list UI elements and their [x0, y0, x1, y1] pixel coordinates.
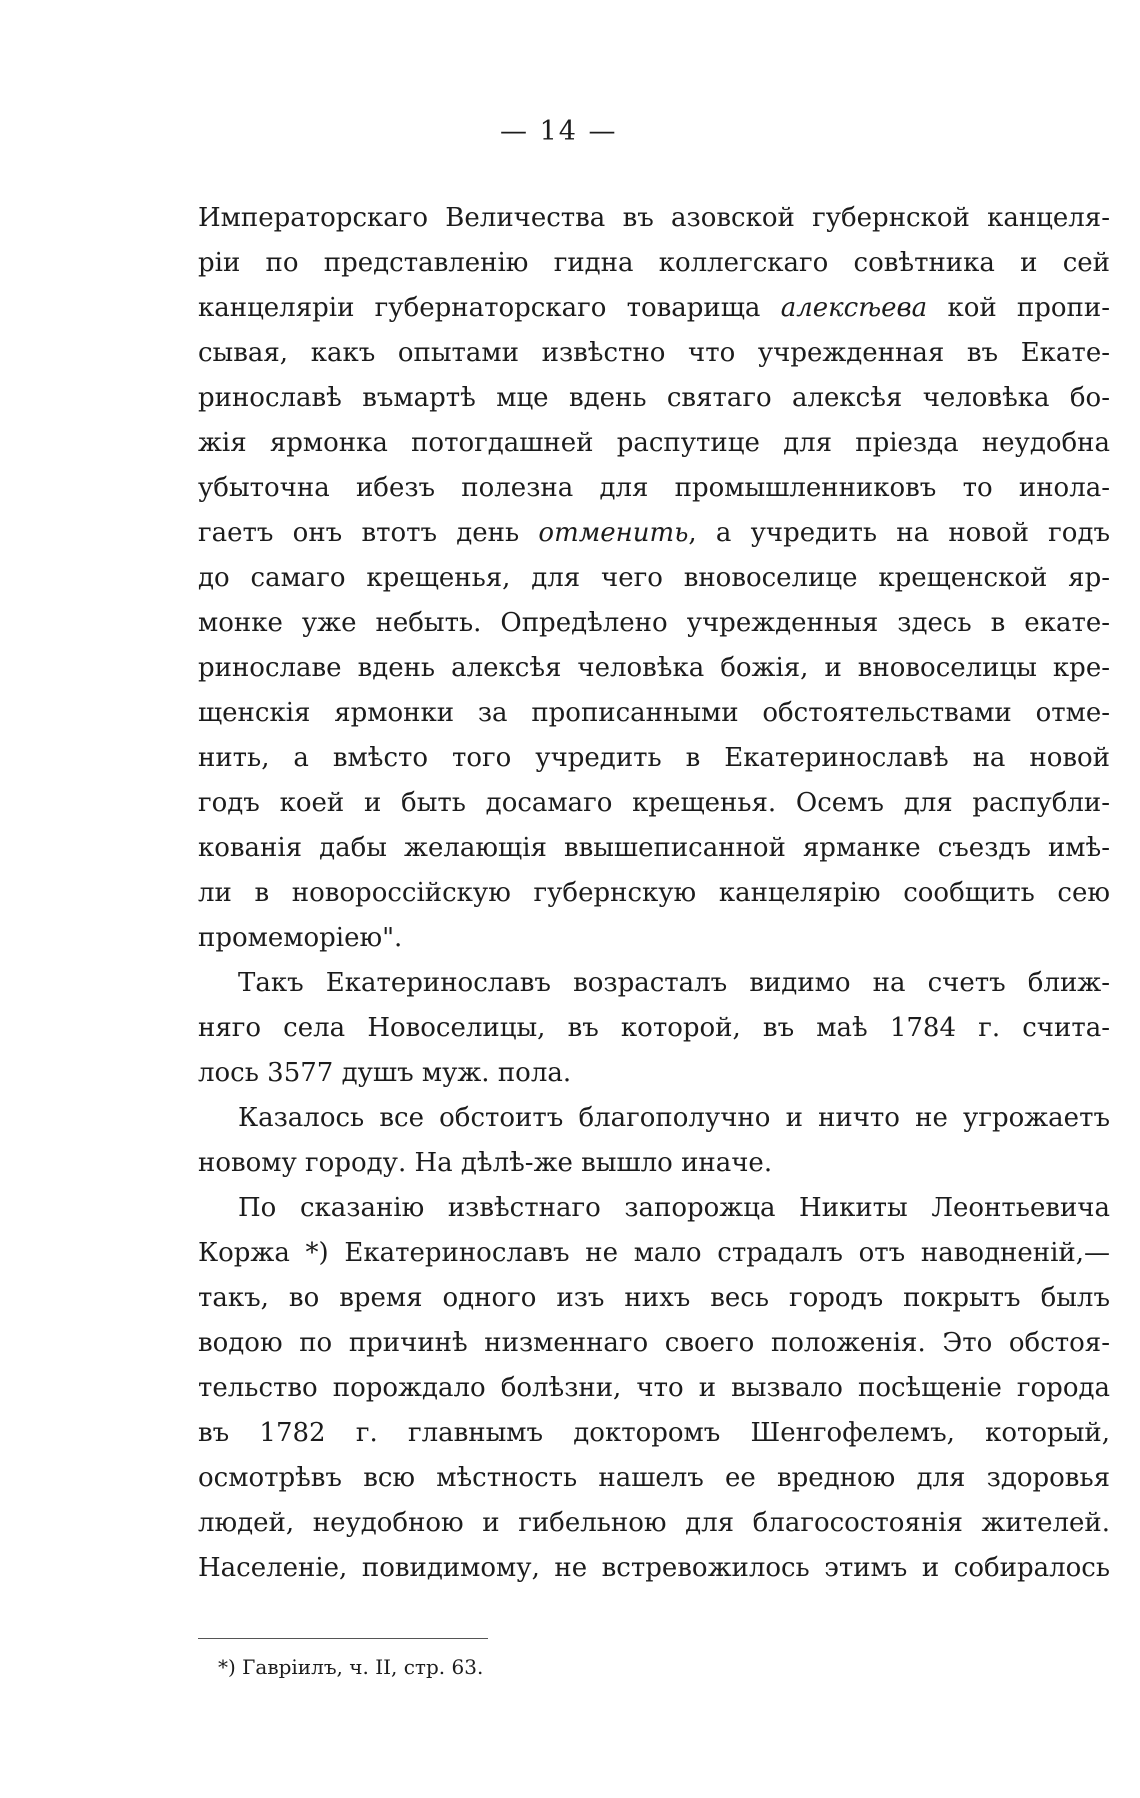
text-line: людей, неудобною и гибельною для благосостоянія жителей.: [198, 1508, 1110, 1538]
text-segment: кой пропи-: [927, 293, 1110, 323]
text-line: ли в новороссійскую губернскую канцелярію сообщить сею: [198, 878, 1110, 908]
text-line: ринославе вдень алексѣя человѣка божія, и вновоселицы кре-: [198, 653, 1110, 683]
text-line: щенскія ярмонки за прописанными обстоятельствами отме-: [198, 698, 1110, 728]
text-line: нить, а вмѣсто того учредить в Екатеринославѣ на новой: [198, 743, 1110, 773]
text-line: кованія дабы желающія ввышеписанной ярманке съездъ имѣ-: [198, 833, 1110, 863]
text-line: водою по причинѣ низменнаго своего положенія. Это обстоя-: [198, 1328, 1110, 1358]
text-line: [198, 511, 1110, 556]
text-line: ріи по представленію гидна коллегскаго совѣтника и сей: [198, 248, 1110, 278]
footnote-divider: [198, 1638, 488, 1639]
main-text: [198, 196, 1110, 1591]
text-line: Населеніе, повидимому, не встревожилось этимъ и собиралось: [198, 1553, 1110, 1583]
paragraph-start-line: Такъ Екатеринославъ возрасталъ видимо на счетъ ближ-: [238, 968, 1110, 998]
text-segment: канцеляріи губернаторскаго товарища: [198, 293, 781, 323]
page-number: — 14 —: [500, 116, 618, 147]
italic-word: отменить: [538, 518, 689, 548]
paragraph-start-line: По сказанію извѣстнаго запорожца Никиты Леонтьевича: [238, 1193, 1110, 1223]
text-line: Императорскаго Величества въ азовской губернской канцеля-: [198, 203, 1110, 233]
text-line: жія ярмонка потогдашней распутице для пріезда неудобна: [198, 428, 1110, 458]
text-line: ринославѣ въмартѣ мце вдень святаго алексѣя человѣка бо-: [198, 383, 1110, 413]
italic-name: алексѣева: [780, 293, 928, 323]
text-line: лось 3577 душъ муж. пола.: [198, 1058, 572, 1088]
text-line: Коржа *) Екатеринославъ не мало страдалъ отъ наводненій,—: [198, 1238, 1110, 1268]
text-line: монке уже небыть. Опредѣлено учрежденныя здесь в екате-: [198, 608, 1110, 638]
text-line: сывая, какъ опытами извѣстно что учрежденная въ Екате-: [198, 338, 1110, 368]
text-line: въ 1782 г. главнымъ докторомъ Шенгофелемъ, который,: [198, 1418, 1110, 1448]
text-line: тельство порождало болѣзни, что и вызвало посѣщеніе города: [198, 1373, 1110, 1403]
text-line: промеморіею".: [198, 923, 403, 953]
footnote: *) Гавріилъ, ч. II, стр. 63.: [218, 1655, 484, 1679]
paragraph-start-line: Казалось все обстоитъ благополучно и ничто не угрожаетъ: [238, 1103, 1110, 1133]
text-line: новому городу. На дѣлѣ-же вышло иначе.: [198, 1148, 773, 1178]
text-line: няго села Новоселицы, въ которой, въ маѣ 1784 г. счита-: [198, 1013, 1110, 1043]
text-line: осмотрѣвъ всю мѣстность нашелъ ее вредною для здоровья: [198, 1463, 1110, 1493]
text-line: годъ коей и быть досамаго крещенья. Осемъ для распубли-: [198, 788, 1110, 818]
text-line: такъ, во время одного изъ нихъ весь городъ покрытъ былъ: [198, 1283, 1110, 1313]
text-line: до самаго крещенья, для чего вновоселице крещенской яр-: [198, 563, 1110, 593]
text-line: [198, 286, 1110, 331]
text-segment: гаетъ онъ втотъ день: [198, 518, 539, 548]
text-line: убыточна ибезъ полезна для промышленниковъ то инола-: [198, 473, 1110, 503]
text-segment: , а учредить на новой годъ: [688, 518, 1110, 548]
